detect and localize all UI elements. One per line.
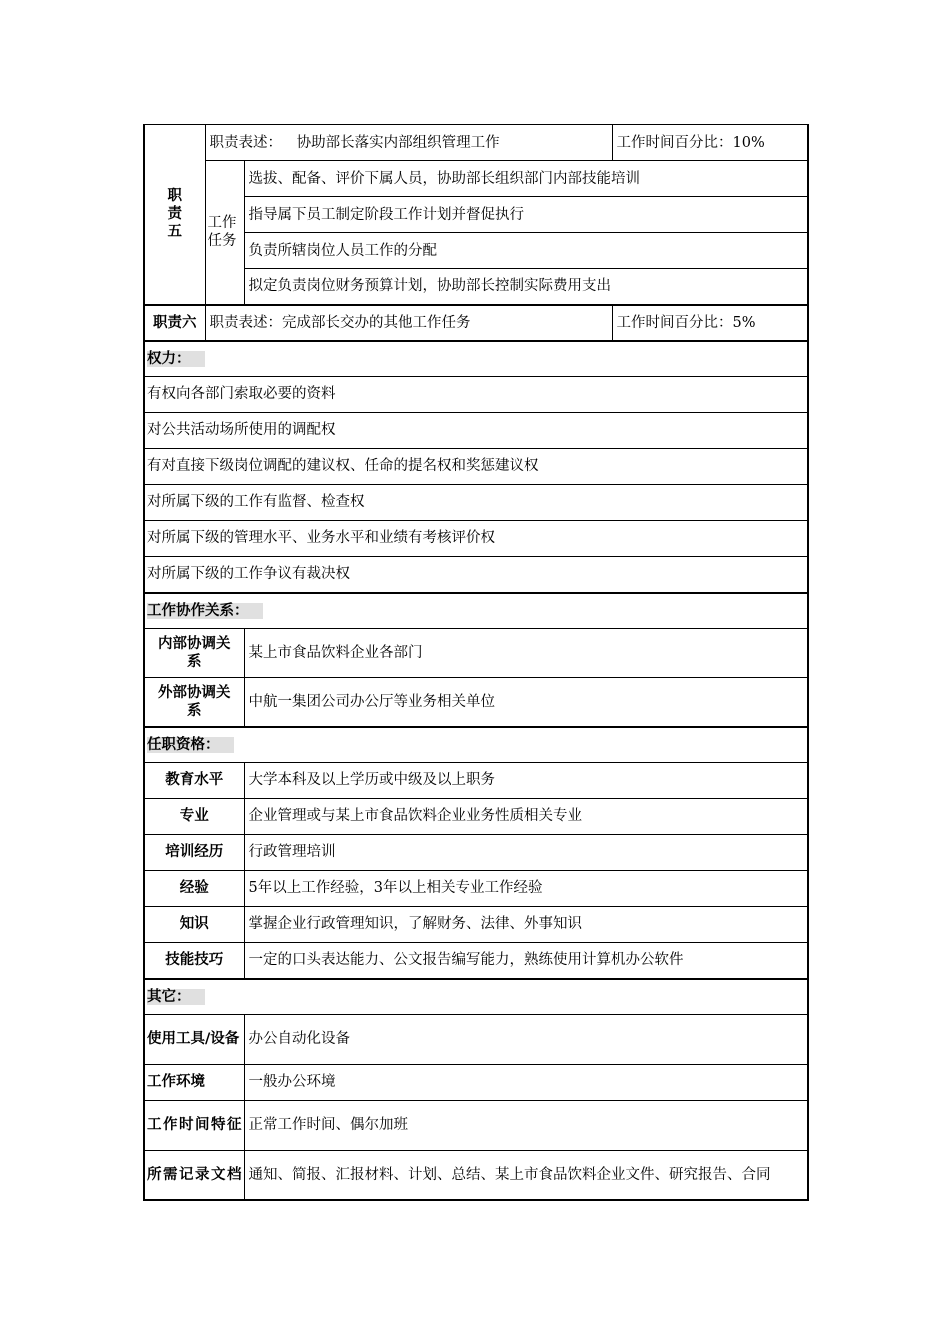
job-description-page (143, 124, 807, 1201)
others-label: 使用工具/设备 (144, 1014, 244, 1064)
others-value: 正常工作时间、偶尔加班 (244, 1100, 808, 1150)
duty5-pct: 工作时间百分比：10% (612, 125, 808, 161)
others-value: 一般办公环境 (244, 1064, 808, 1100)
duty6-desc: 职责表述：完成部长交办的其他工作任务 (205, 305, 612, 341)
others-row (144, 1100, 808, 1150)
power-title: 权力： (147, 351, 205, 367)
power-section-header (144, 341, 808, 377)
cooperation-row (144, 628, 808, 677)
power-item: 对公共活动场所使用的调配权 (144, 412, 808, 448)
power-item: 对所属下级的工作争议有裁决权 (144, 556, 808, 593)
qualification-title: 任职资格： (147, 737, 234, 753)
duty5-task-2: 指导属下员工制定阶段工作计划并督促执行 (244, 197, 808, 233)
qualification-row (144, 762, 808, 798)
duty5-task-4: 拟定负责岗位财务预算计划，协助部长控制实际费用支出 (244, 269, 808, 305)
qualification-row (144, 870, 808, 906)
qualification-section-header (144, 727, 808, 763)
cooperation-title: 工作协作关系： (147, 603, 263, 619)
cooperation-value: 某上市食品饮料企业各部门 (244, 628, 808, 677)
duty5-task-1: 选拔、配备、评价下属人员，协助部长组织部门内部技能培训 (244, 161, 808, 197)
power-item: 有权向各部门索取必要的资料 (144, 376, 808, 412)
cooperation-row (144, 677, 808, 727)
cooperation-section-header (144, 593, 808, 629)
qualification-value: 掌握企业行政管理知识，了解财务、法律、外事知识 (244, 906, 808, 942)
others-section-header (144, 979, 808, 1015)
duty5-task-label: 工作 任务 (205, 161, 244, 305)
job-description-table (143, 124, 809, 1201)
qualification-row (144, 906, 808, 942)
others-value: 通知、简报、汇报材料、计划、总结、某上市食品饮料企业文件、研究报告、合同 (244, 1150, 808, 1200)
qualification-row (144, 942, 808, 979)
power-item: 对所属下级的管理水平、业务水平和业绩有考核评价权 (144, 520, 808, 556)
duty6-pct: 工作时间百分比：5% (612, 305, 808, 341)
others-label: 所需记录文档 (144, 1150, 244, 1200)
cooperation-value: 中航一集团公司办公厅等业务相关单位 (244, 677, 808, 727)
qualification-label: 技能技巧 (144, 942, 244, 979)
cooperation-label: 外部协调关系 (144, 677, 244, 727)
qualification-value: 一定的口头表达能力、公文报告编写能力，熟练使用计算机办公软件 (244, 942, 808, 979)
duty5-task-row (144, 269, 808, 305)
duty5-desc-label: 职责表述： (209, 134, 282, 151)
duty5-desc-text: 协助部长落实内部组织管理工作 (296, 134, 500, 151)
qualification-value: 5年以上工作经验，3年以上相关专业工作经验 (244, 870, 808, 906)
qualification-value: 行政管理培训 (244, 834, 808, 870)
qualification-value: 企业管理或与某上市食品饮料企业业务性质相关专业 (244, 798, 808, 834)
power-item: 对所属下级的工作有监督、检查权 (144, 484, 808, 520)
duty5-task-3: 负责所辖岗位人员工作的分配 (244, 233, 808, 269)
duty5-label: 职 责 五 (144, 125, 205, 305)
duty6-label: 职责六 (144, 305, 205, 341)
duty5-desc-row (144, 125, 808, 161)
qualification-label: 培训经历 (144, 834, 244, 870)
qualification-label: 经验 (144, 870, 244, 906)
duty5-desc (205, 125, 612, 161)
others-value: 办公自动化设备 (244, 1014, 808, 1064)
duty5-task-row (144, 233, 808, 269)
qualification-value: 大学本科及以上学历或中级及以上职务 (244, 762, 808, 798)
qualification-row (144, 834, 808, 870)
duty5-task-row (144, 197, 808, 233)
others-row (144, 1150, 808, 1200)
duty5-task-row (144, 161, 808, 197)
qualification-row (144, 798, 808, 834)
others-label: 工作环境 (144, 1064, 244, 1100)
qualification-label: 教育水平 (144, 762, 244, 798)
qualification-label: 专业 (144, 798, 244, 834)
power-item: 有对直接下级岗位调配的建议权、任命的提名权和奖惩建议权 (144, 448, 808, 484)
duty6-row (144, 305, 808, 341)
others-title: 其它： (147, 989, 205, 1005)
qualification-label: 知识 (144, 906, 244, 942)
others-row (144, 1014, 808, 1064)
cooperation-label: 内部协调关系 (144, 628, 244, 677)
others-row (144, 1064, 808, 1100)
others-label: 工作时间特征 (144, 1100, 244, 1150)
